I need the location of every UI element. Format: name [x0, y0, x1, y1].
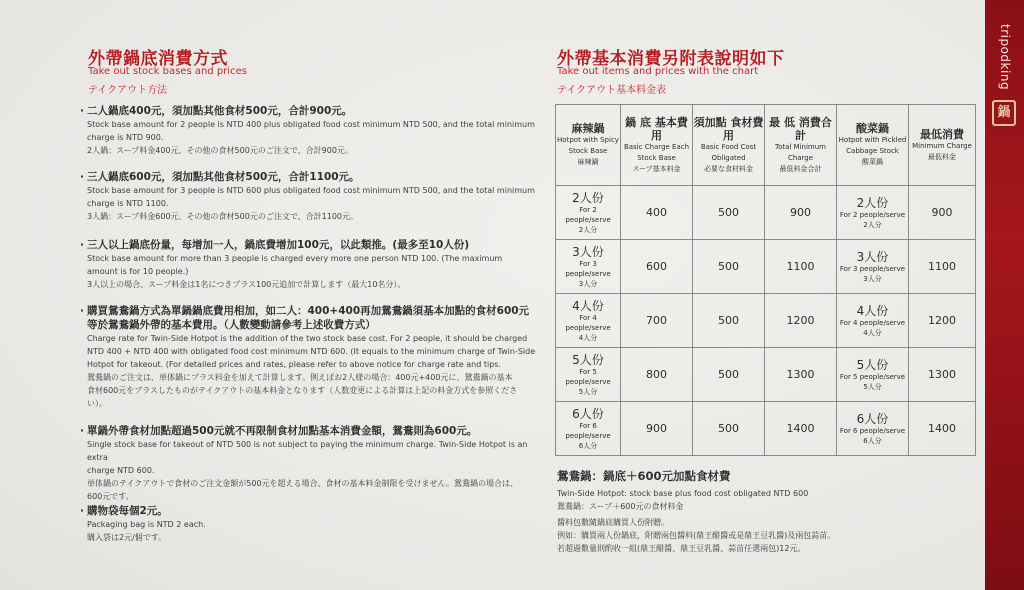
- rule-en: Hotpot for takeout. (For detailed prices and rates, please refer to above notice for charge rate and tips.: [87, 360, 501, 369]
- serving-cell: 4人份 For 4 people/serve 4人分: [556, 294, 621, 348]
- rule-zh: 二人鍋底400元，須加點其他食材500元，合計900元。: [87, 105, 353, 117]
- serving-cell: 5人份 For 5 people/serve 5人分: [556, 348, 621, 402]
- sour-serving-cell: 6人份 For 6 people/serve 6人分: [837, 402, 909, 456]
- note-line: 醬料包數隨鍋底購買人份附贈。: [557, 518, 669, 527]
- base-cell: 900: [621, 402, 693, 456]
- total-cell: 900: [765, 186, 837, 240]
- rule-en: charge NTD 600.: [87, 466, 155, 475]
- rule-item: · 二人鍋底400元，須加點其他食材500元，合計900元。 Stock base amount for 2 people is NTD 400 plus obligated food cost minimum NTD 500, and the total minimum charge is NTD 900. 2人鍋：スープ料金400元、その他の食材500元のご注文で、合計900元。: [80, 104, 540, 157]
- rule-jp: い）。: [87, 399, 107, 408]
- rule-zh-cont: 等於鴛鴦鍋外帶的基本費用。（人數變動請參考上述收費方式）: [87, 319, 376, 331]
- note-line: 若超過數量則酌收一組(鼎王醋醬、鼎王豆乳醬、蒜苗任選兩包)12元。: [557, 544, 806, 553]
- brand-seal-icon: 鍋: [992, 100, 1016, 126]
- note-en: Twin-Side Hotpot: stock base plus food cost obligated NTD 600: [557, 489, 809, 498]
- food-cell: 500: [693, 186, 765, 240]
- rule-jp: 鴛鴦鍋のご注文は、単体鍋にプラス料金を加えて計算します。例えばお2人様の場合：400元+400元に、鴛鴦鍋の基本: [87, 373, 513, 382]
- min-cell: 1200: [909, 294, 976, 348]
- left-title-jp: テイクアウト方法: [88, 85, 168, 96]
- header-food: 須加點 食材費用 Basic Food Cost Obligated 必要な食材料金: [693, 105, 765, 186]
- table-row: [556, 186, 976, 240]
- rule-zh: 購物袋每個2元。: [87, 505, 168, 517]
- rule-en: Stock base amount for more than 3 people is charged every more one person NTD 100. (The maximum: [87, 254, 503, 263]
- left-title: 外帶鍋底消費方式: [88, 49, 228, 69]
- serving-cell: 6人份 For 6 people/serve 6人分: [556, 402, 621, 456]
- note-title: 鴛鴦鍋：鍋底＋600元加點食材費: [557, 469, 731, 483]
- sour-serving-cell: 5人份 For 5 people/serve 5人分: [837, 348, 909, 402]
- price-table: [555, 104, 976, 456]
- rule-zh: 三人鍋底600元，須加點其他食材500元，合計1100元。: [87, 171, 360, 183]
- rule-item: · 三人鍋底600元，須加點其他食材500元，合計1100元。 Stock base amount for 3 people is NTD 600 plus obligated food cost minimum NTD 500, and the total minimum charge is NTD 1100. 3人鍋：スープ料金600元、その他の食材500元のご注文で、合計1100元。: [80, 170, 540, 223]
- rule-en: charge is NTD 900.: [87, 133, 164, 142]
- rule-item: · 購買鴛鴦鍋方式為單鍋鍋底費用相加，如二人：400+400再加鴛鴦鍋須基本加點的食材600元 等於鴛鴦鍋外帶的基本費用。（人數變動請參考上述收費方式） Charge rate for Twin-Side Hotpot is the addition of the two stock base cost. For 2 people, it should be charged NTD 400 + NTD 400 with obligated food cost minimum NTD 600. (It equals to the minimum charge of Twin-Side Hotpot for takeout. (For detailed prices and rates, please refer to above notice for charge rate and tips. 鴛鴦鍋のご注文は、単体鍋にプラス料金を加えて計算します。例えばお2人様の場合：400元+400元に、鴛鴦鍋の基本 食材600元をプラスしたものがテイクアウトの基本料金となります（人数変更による計算は上記の料金方式を参照くださ い）。: [80, 304, 540, 410]
- total-cell: 1200: [765, 294, 837, 348]
- total-cell: 1100: [765, 240, 837, 294]
- table-row: [556, 348, 976, 402]
- header-total: 最 低 消費合計 Total Minimum Charge 最低料金合計: [765, 105, 837, 186]
- sour-serving-cell: 3人份 For 3 people/serve 3人分: [837, 240, 909, 294]
- rule-zh: 單鍋外帶食材加點超過500元就不再限制食材加點基本消費金額，鴛鴦則為600元。: [87, 425, 478, 437]
- rule-en: charge is NTD 1100.: [87, 199, 169, 208]
- header-sour: 酸菜鍋 Hotpot with Pickled Cabbage Stock 酸菜鍋: [837, 105, 909, 186]
- right-title-jp: テイクアウト基本料金表: [557, 85, 667, 96]
- rule-en: NTD 400 + NTD 400 with obligated food cost minimum NTD 600. (It equals to the minimum charge of Twin-Side: [87, 347, 536, 356]
- rule-jp: 単体鍋のテイクアウトで食材のご注文金額が500元を超える場合、食材の基本料金制限を受けません。鴛鴦鍋の場合は、: [87, 479, 519, 488]
- base-cell: 400: [621, 186, 693, 240]
- rule-jp: 食材600元をプラスしたものがテイクアウトの基本料金となります（人数変更による計算は上記の料金方式を参照くださ: [87, 386, 518, 395]
- table-row: [556, 294, 976, 348]
- left-title-en: Take out stock bases and prices: [88, 66, 247, 77]
- food-cell: 500: [693, 294, 765, 348]
- header-min: 最低消費 Minimum Charge 最低料金: [909, 105, 976, 186]
- rule-item: · 單鍋外帶食材加點超過500元就不再限制食材加點基本消費金額，鴛鴦則為600元。 Single stock base for takeout of NTD 500 is not subject to paying the minimum charge. Twin-Side Hotpot is an extra charge NTD 600. 単体鍋のテイクアウトで食材のご注文金額が500元を超える場合、食材の基本料金制限を受けません。鴛鴦鍋の場合は、 600元です。: [80, 424, 540, 503]
- min-cell: 1100: [909, 240, 976, 294]
- header-base: 鍋 底 基本費用 Basic Charge Each Stock Base スープ基本料金: [621, 105, 693, 186]
- note-line: 例如：購買兩人份鍋底，附贈兩包醬料(鼎王醋醬或是鼎王豆乳醬)及兩包蒜苗。: [557, 531, 836, 540]
- base-cell: 700: [621, 294, 693, 348]
- rule-en: Charge rate for Twin-Side Hotpot is the addition of the two stock base cost. For 2 people, it should be charged: [87, 334, 528, 343]
- food-cell: 500: [693, 402, 765, 456]
- rule-jp: 2人鍋：スープ料金400元、その他の食材500元のご注文で、合計900元。: [87, 146, 353, 155]
- base-cell: 800: [621, 348, 693, 402]
- rule-item: · 三人以上鍋底份量，每增加一人，鍋底費增加100元，以此類推。(最多至10人份) Stock base amount for more than 3 people is charged every more one person NTD 100. (The maximum amount is for 10 people.) 3人以上の場合、スープ料金は1名につきプラス100元追加で計算します（最大10名分）。: [80, 238, 540, 291]
- total-cell: 1400: [765, 402, 837, 456]
- table-header-row: [556, 105, 976, 186]
- brand-name: tripodking: [998, 24, 1012, 91]
- rule-en: amount is for 10 people.): [87, 267, 189, 276]
- header-spicy: 麻辣鍋 Hotpot with Spicy Stock Base 麻辣鍋: [556, 105, 621, 186]
- serving-cell: 2人份 For 2 people/serve 2人分: [556, 186, 621, 240]
- table-row: [556, 240, 976, 294]
- right-title: 外帶基本消費另附表說明如下: [557, 49, 785, 69]
- rule-en: Stock base amount for 3 people is NTD 600 plus obligated food cost minimum NTD 500, and the total minimum: [87, 186, 535, 195]
- min-cell: 1400: [909, 402, 976, 456]
- right-title-en: Take out items and prices with the chart: [557, 66, 759, 77]
- sour-serving-cell: 2人份 For 2 people/serve 2人分: [837, 186, 909, 240]
- table-row: [556, 402, 976, 456]
- rule-jp: 600元です。: [87, 492, 134, 501]
- rule-en: Packaging bag is NTD 2 each.: [87, 520, 206, 529]
- note-jp: 鴛鴦鍋：スープ＋600元の食材料金: [557, 502, 684, 511]
- rule-zh: 購買鴛鴦鍋方式為單鍋鍋底費用相加，如二人：400+400再加鴛鴦鍋須基本加點的食材600元: [87, 305, 530, 317]
- min-cell: 1300: [909, 348, 976, 402]
- total-cell: 1300: [765, 348, 837, 402]
- twin-side-note: [557, 468, 977, 555]
- rule-jp: 3人以上の場合、スープ料金は1名につきプラス100元追加で計算します（最大10名分）。: [87, 280, 406, 289]
- sour-serving-cell: 4人份 For 4 people/serve 4人分: [837, 294, 909, 348]
- rule-item: · 購物袋每個2元。 Packaging bag is NTD 2 each. 購入袋は2元/個です。: [80, 504, 540, 544]
- rule-jp: 購入袋は2元/個です。: [87, 533, 167, 542]
- rule-en: Stock base amount for 2 people is NTD 400 plus obligated food cost minimum NTD 500, and the total minimum: [87, 120, 535, 129]
- min-cell: 900: [909, 186, 976, 240]
- food-cell: 500: [693, 348, 765, 402]
- rule-en: Single stock base for takeout of NTD 500 is not subject to paying the minimum charge. Twin-Side Hotpot is an extra: [87, 440, 528, 462]
- serving-cell: 3人份 For 3 people/serve 3人分: [556, 240, 621, 294]
- base-cell: 600: [621, 240, 693, 294]
- rule-zh: 三人以上鍋底份量，每增加一人，鍋底費增加100元，以此類推。(最多至10人份): [87, 239, 470, 251]
- food-cell: 500: [693, 240, 765, 294]
- rule-jp: 3人鍋：スープ料金600元、その他の食材500元のご注文で、合計1100元。: [87, 212, 359, 221]
